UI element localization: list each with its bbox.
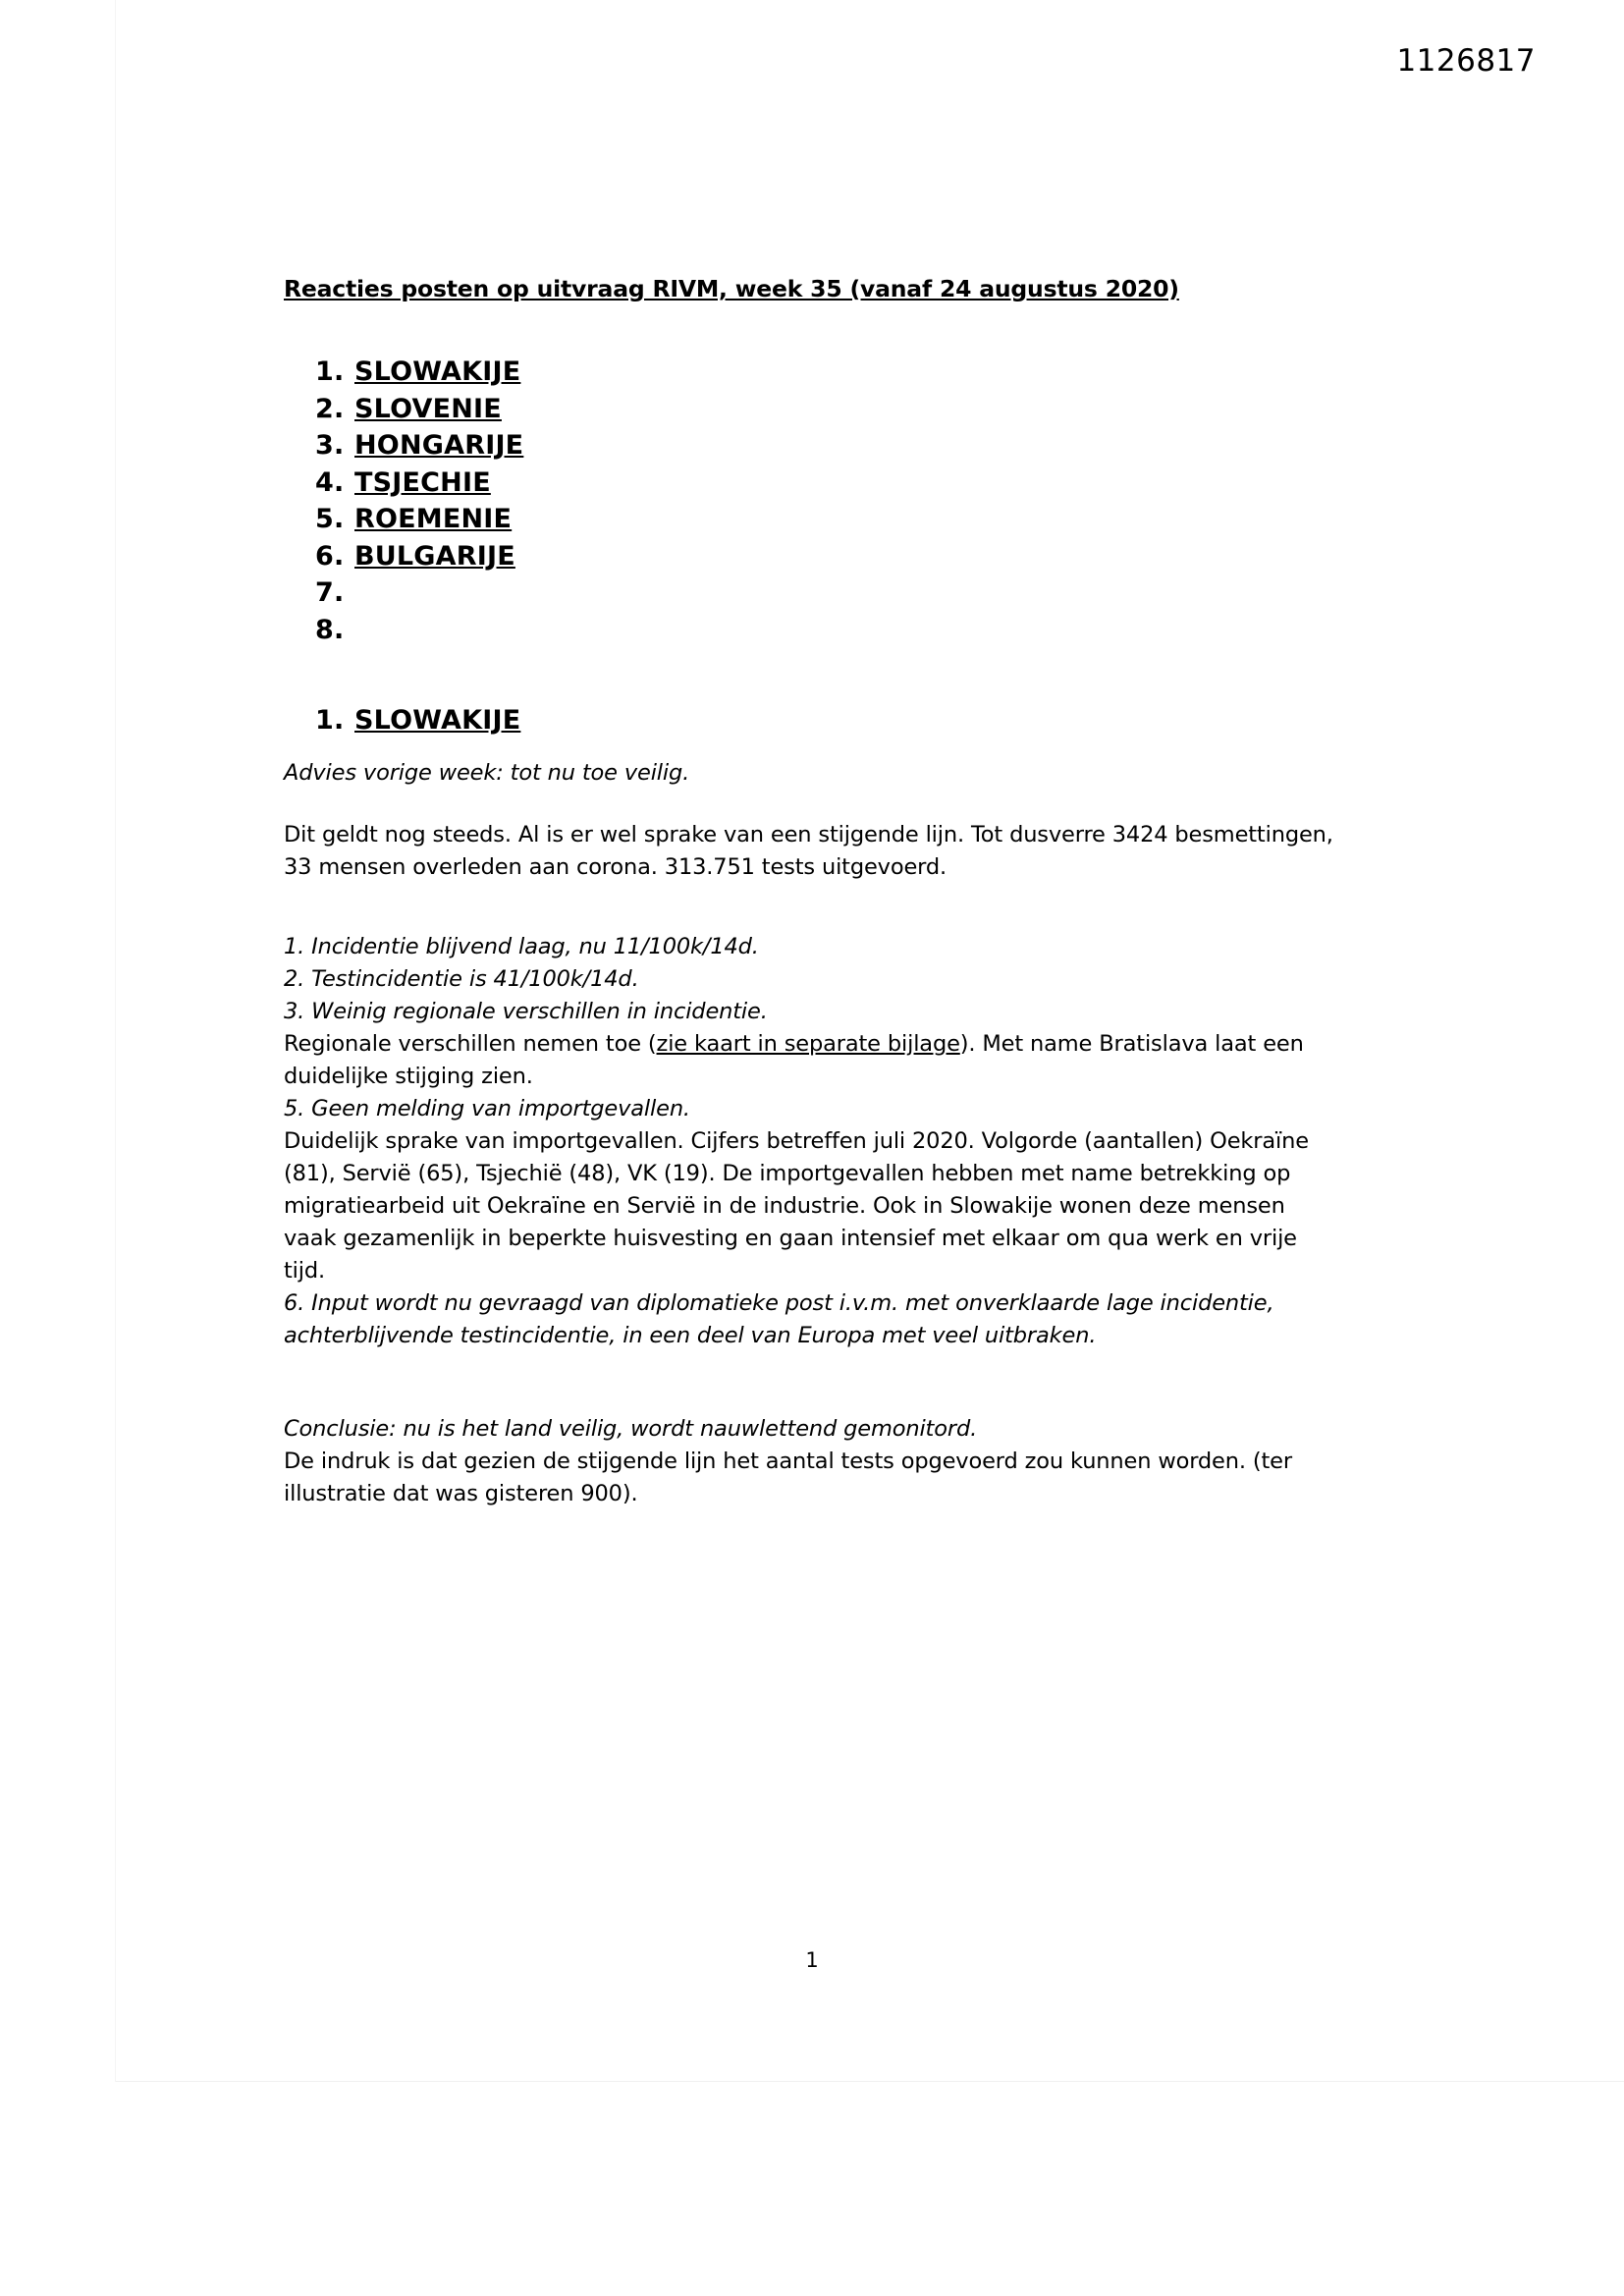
answer-item-5: Duidelijk sprake van importgevallen. Cijfers betreffen juli 2020. Volgorde (aantallen) Oekraïne (81), Servië (65), Tsjechië (48), VK (19). De importgevallen hebben met name betrekking op migratiearbeid uit Oekraïne en Servië in de industrie. Ook in Slowakije wonen deze mensen vaak gezamenlijk in beperkte huisvesting en gaan intensief met elkaar om qua werk en vrije tijd. [284,1128,1309,1284]
list-item [284,538,1339,575]
country-overview-list [284,354,1339,648]
list-item-number: 8. [315,614,345,645]
list-item-number: 3. [315,430,345,461]
question-item-3: 3. Weinig regionale verschillen in incidentie. [284,999,768,1024]
list-item-label: ROEMENIE [354,504,513,534]
list-item-number: 6. [315,540,345,572]
answer-item-3 [284,1028,1339,1093]
question-item-5: 5. Geen melding van importgevallen. [284,1096,690,1121]
status-paragraph: Dit geldt nog steeds. Al is er wel sprake van een stijgende lijn. Tot dusverre 3424 besmettingen, 33 mensen overleden aan corona. 313.751 tests uitgevoerd. [284,822,1333,880]
section-number: 1. [315,705,345,736]
conclusion-body: De indruk is dat gezien de stijgende lijn het aantal tests opgevoerd zou kunnen worden. (ter illustratie dat was gisteren 900). [284,1449,1292,1506]
page-title: Reacties posten op uitvraag RIVM, week 35 (vanaf 24 augustus 2020) [284,275,1179,302]
spacer [284,790,1339,819]
list-item-label: SLOWAKIJE [354,356,521,387]
question-item-6: 6. Input wordt nu gevraagd van diplomatieke post i.v.m. met onverklaarde lage incidentie, achterblijvende testincidentie, in een deel van Europa met veel uitbraken. [284,1290,1274,1348]
section-title: SLOWAKIJE [354,705,521,736]
list-item [284,354,1339,391]
list-item-label: TSJECHIE [354,466,491,498]
question-item-1: 1. Incidentie blijvend laag, nu 11/100k/14d. [284,934,759,959]
list-item [284,612,1339,649]
advice-previous-week: Advies vorige week: tot nu toe veilig. [284,760,690,786]
list-item [284,427,1339,465]
list-item-label: SLOVENIE [354,393,502,424]
list-item [284,391,1339,428]
list-item [284,465,1339,502]
section-heading-slowakije [284,705,1339,736]
list-item-label: BULGARIJE [354,540,515,572]
document-body [284,275,1339,1510]
conclusion-line: Conclusie: nu is het land veilig, wordt nauwlettend gemonitord. [284,1416,978,1442]
list-item-number: 5. [315,504,345,534]
list-item [284,501,1339,538]
list-item-number: 2. [315,393,345,424]
spacer [284,1352,1339,1413]
spacer [284,884,1339,931]
list-item [284,574,1339,612]
list-item-number: 4. [315,466,345,498]
question-item-2: 2. Testincidentie is 41/100k/14d. [284,966,639,992]
list-item-number: 1. [315,356,345,387]
answer-item-3-prefix: Regionale verschillen nemen toe ( [284,1031,657,1057]
page-number: 1 [805,1948,819,1972]
answer-item-3-suffix: ). Met name Bratislava laat een duidelijke stijging zien. [284,1031,1304,1089]
list-item-number: 7. [315,577,345,608]
separate-bijlage-reference: zie kaart in separate bijlage [656,1031,960,1057]
list-item-label: HONGARIJE [354,430,524,461]
document-number: 1126817 [1396,43,1536,79]
